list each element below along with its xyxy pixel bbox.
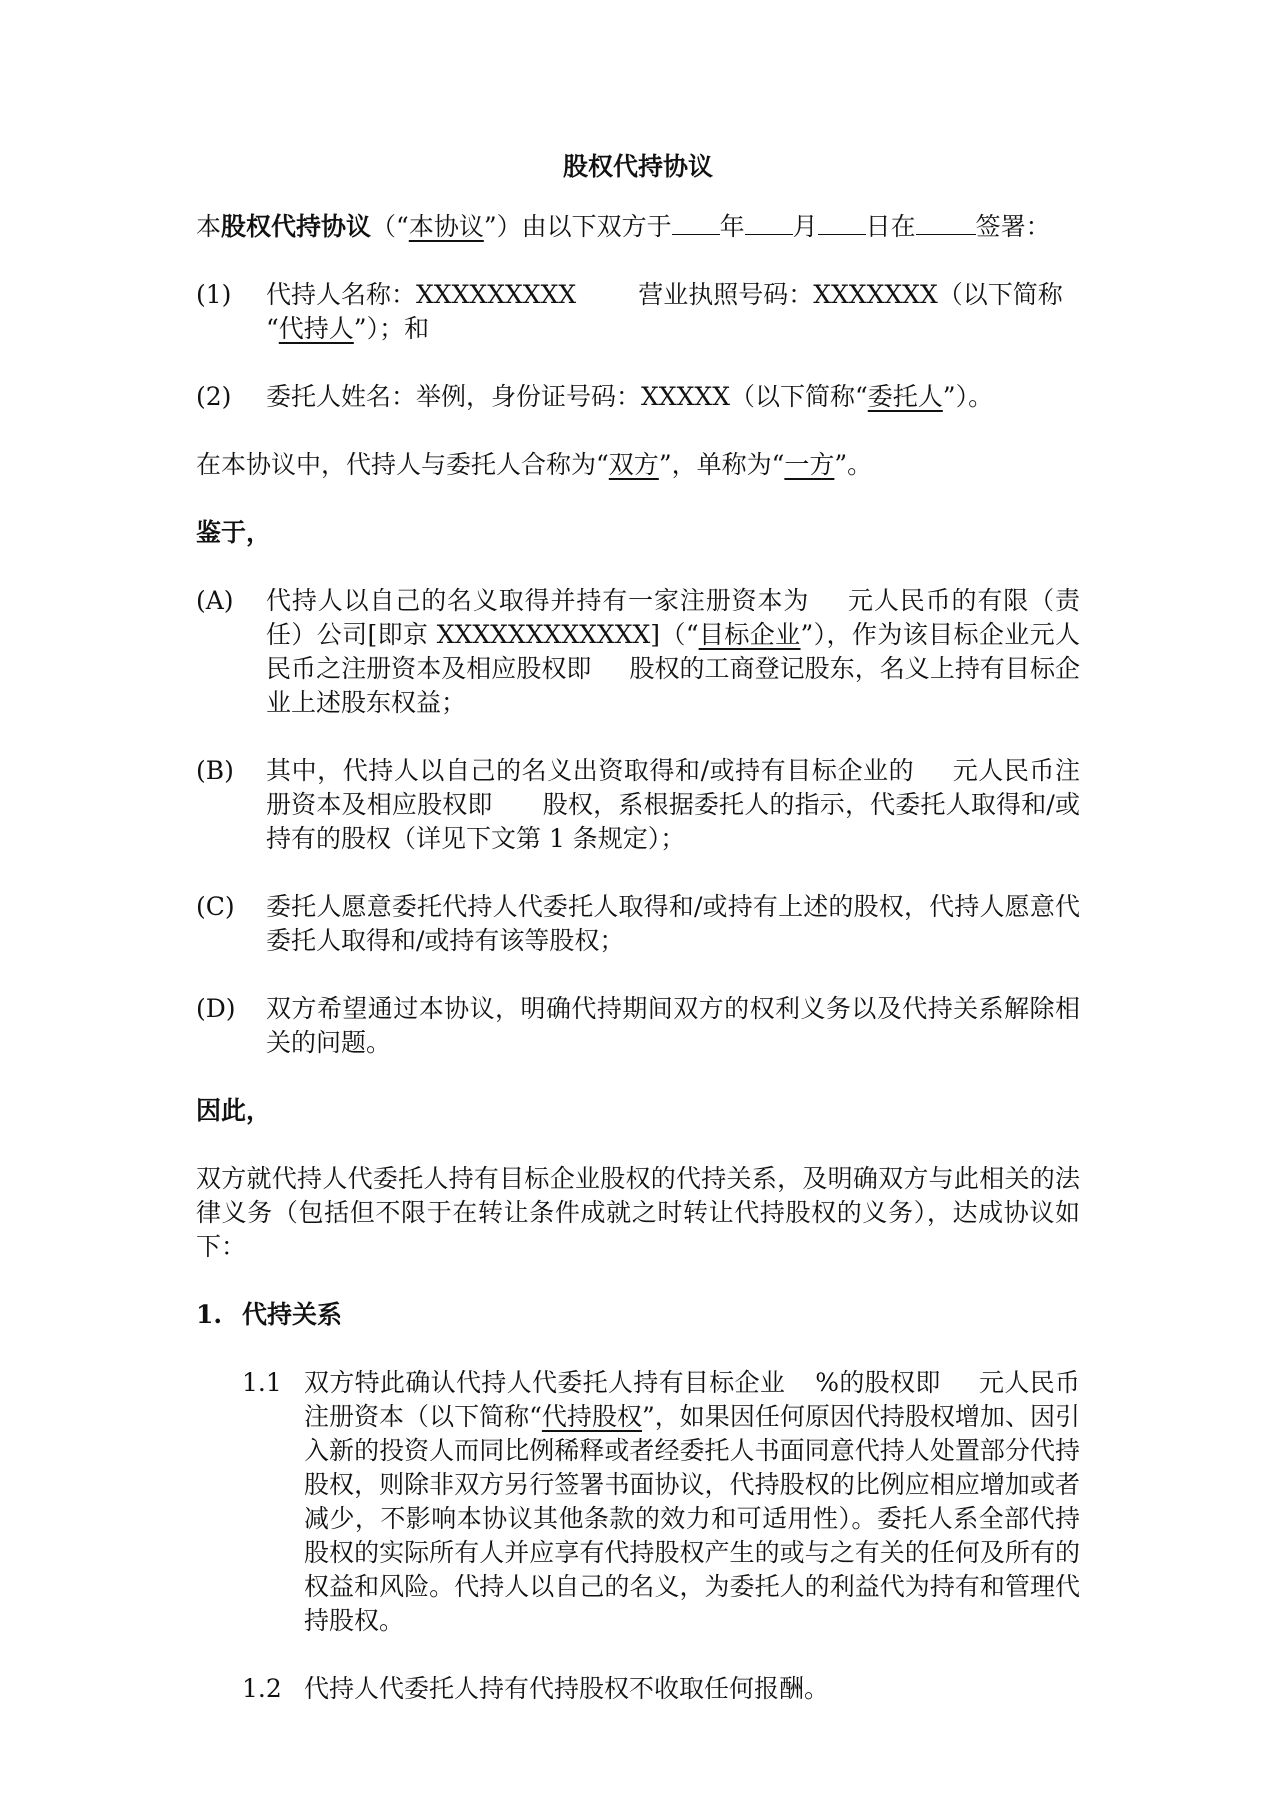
recital-c-text: 委托人愿意委托代持人代委托人取得和/或持有上述的股权，代持人愿意代委托人取得和/或持有该等股权； xyxy=(266,892,1080,955)
agreement-paragraph: 双方就代持人代委托人持有目标企业股权的代持关系，及明确双方与此相关的法律义务（包括但不限于在转让条件成就之时转让代持股权的义务），达成协议如下： xyxy=(196,1164,1080,1261)
recital-b: (B) 其中，代持人以自己的名义出资取得和/或持有目标企业的 元人民币注册资本及相应股权即 股权，系根据委托人的指示，代委托人取得和/或持有的股权（详见下文第 1 条规定）； xyxy=(196,754,1080,856)
party-1-name: 代持人名称：XXXXXXXXX xyxy=(266,280,577,309)
recital-c-number: (C) xyxy=(196,892,235,921)
clause-1-2-text: 代持人代委托人持有代持股权不收取任何报酬。 xyxy=(304,1674,830,1703)
term-one-party: 一方 xyxy=(784,450,835,479)
intro-short-name: 本协议 xyxy=(408,212,484,241)
party-1-alias: 代持人 xyxy=(278,314,354,343)
clause-1-2 xyxy=(242,1672,1080,1706)
intro-month: 月 xyxy=(792,212,818,241)
section-1-title: 代持关系 xyxy=(242,1300,343,1329)
term-target-company: 目标企业 xyxy=(698,620,801,649)
recital-d-number: (D) xyxy=(196,994,236,1023)
party-2-alias: 委托人 xyxy=(867,382,943,411)
intro-quote-close: ”）由以下双方于 xyxy=(483,212,672,241)
therefore-heading: 因此， xyxy=(196,1096,272,1125)
party-1-number: (1) xyxy=(196,280,232,309)
recital-d xyxy=(196,992,1080,1060)
party-2-alias-close: ”）。 xyxy=(942,382,994,411)
party-1-alias-close: ”）；和 xyxy=(353,314,430,343)
party-2 xyxy=(196,380,1080,414)
intro-year: 年 xyxy=(719,212,745,241)
clause-1-2-number: 1.2 xyxy=(242,1674,282,1703)
whereas-heading: 鉴于， xyxy=(196,518,272,547)
party-1 xyxy=(196,278,1080,346)
section-1-heading xyxy=(196,1298,1080,1332)
intro-agreement-name: 股权代持协议 xyxy=(221,212,372,241)
month-blank xyxy=(745,210,793,235)
collective-definition: 在本协议中，代持人与委托人合称为“双方”，单称为“一方”。 xyxy=(196,450,873,479)
clause-1-1: 1.1 双方特此确认代持人代委托人持有目标企业 %的股权即 元人民币注册资本（以下简称“代持股权”，如果因任何原因代持股权增加、因引入新的投资人而同比例稀释或者经委托人书面同意代持人处置部分代持股权，则除非双方另行签署书面协议，代持股权的比例应相应增加或者减少，不影响本协议其他条款的效力和可适用性）。委托人系全部代持股权的实际所有人并应享有代持股权产生的或与之有关的任何及所有的权益和风险。代持人以自己的名义，为委托人的利益代为持有和管理代持股权。 xyxy=(242,1366,1080,1638)
term-held-equity: 代持股权 xyxy=(541,1402,642,1431)
intro-quote-open: （“ xyxy=(371,212,409,241)
recital-b-number: (B) xyxy=(196,756,234,785)
section-1-number: 1. xyxy=(196,1300,223,1329)
recital-a: (A) 代持人以自己的名义取得并持有一家注册资本为 元人民币的有限（责任）公司[即京 XXXXXXXXXXXX]（“目标企业”），作为该目标企业元人民币之注册资本及相应股权即 股权的工商登记股东，名义上持有目标企业上述股东权益； xyxy=(196,584,1080,720)
party-1-license: 营业执照号码：XXXXXXX（以下简称 xyxy=(638,280,1063,309)
place-blank xyxy=(916,210,976,235)
intro-suffix: 签署： xyxy=(975,212,1051,241)
day-blank xyxy=(818,210,866,235)
recital-a-number: (A) xyxy=(196,586,234,615)
term-both-parties: 双方 xyxy=(608,450,659,479)
clause-1-1-number: 1.1 xyxy=(242,1368,282,1397)
recital-c xyxy=(196,890,1080,958)
party-2-number: (2) xyxy=(196,382,232,411)
intro-prefix: 本 xyxy=(196,212,222,241)
intro-paragraph xyxy=(196,210,1080,244)
year-blank xyxy=(672,210,720,235)
party-1-alias-open: “ xyxy=(266,314,279,343)
party-2-text: 委托人姓名：举例，身份证号码：XXXXX（以下简称“ xyxy=(266,382,868,411)
intro-day: 日在 xyxy=(865,212,916,241)
recital-d-text: 双方希望通过本协议，明确代持期间双方的权利义务以及代持关系解除相关的问题。 xyxy=(266,994,1080,1057)
document-title: 股权代持协议 xyxy=(562,152,713,181)
